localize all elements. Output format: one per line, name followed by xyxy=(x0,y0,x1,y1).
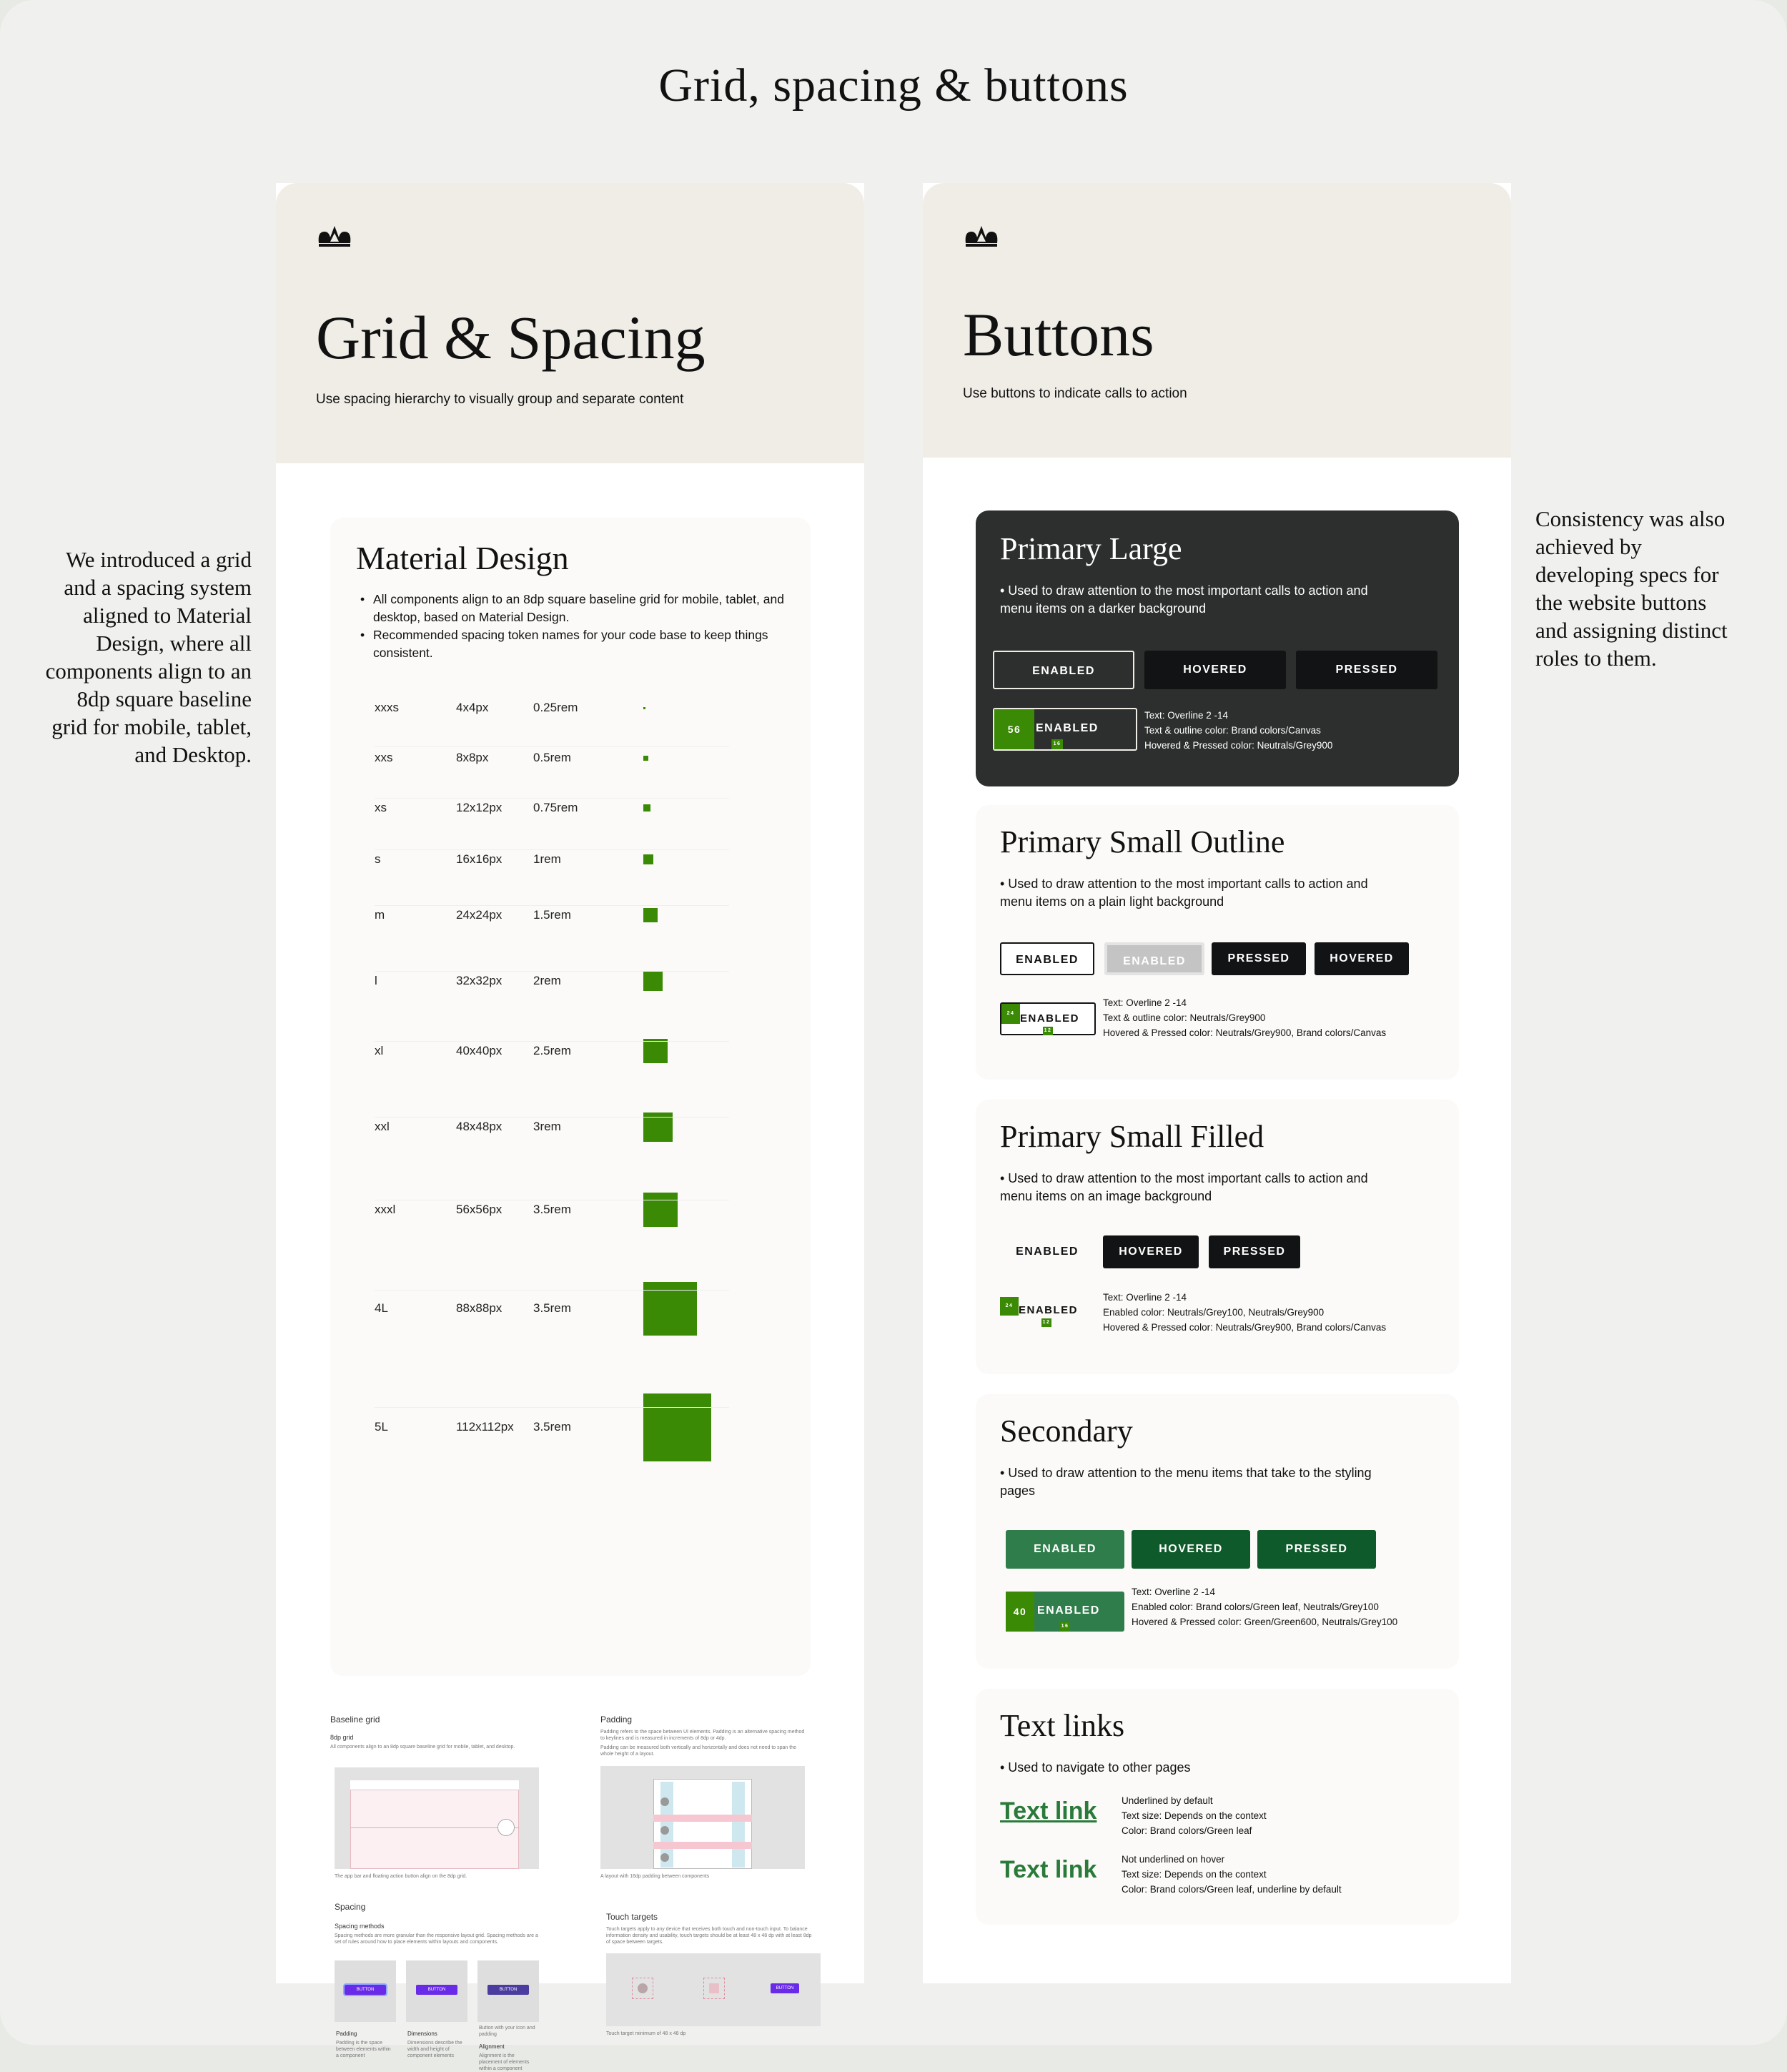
pressed-button[interactable]: PRESSED xyxy=(1257,1530,1376,1569)
pressed-button[interactable]: PRESSED xyxy=(1296,651,1437,689)
spacing-swatch xyxy=(643,1039,668,1063)
enabled-disabled-button[interactable]: ENABLED xyxy=(1104,942,1204,975)
padding-tag-small: 16 xyxy=(1060,1622,1070,1632)
card-desc: • Used to draw attention to the most important calls to action and menu items on a darker background xyxy=(1000,583,1368,616)
spec-label: ENABLED xyxy=(1036,722,1099,734)
token-size: 40x40px xyxy=(456,1044,503,1057)
card-desc: • Used to draw attention to the most important calls to action and menu items on an image background xyxy=(1000,1171,1368,1203)
pressed-button[interactable]: PRESSED xyxy=(1209,1235,1300,1268)
spec-label: ENABLED xyxy=(1020,1012,1080,1025)
panel-header xyxy=(276,183,864,463)
token-size: 32x32px xyxy=(456,974,503,987)
spec-text: Not underlined on hover Text size: Depends on the context Color: Brand colors/Green leaf, underline by default xyxy=(1122,1854,1342,1895)
ref-subtitle: Spacing methods xyxy=(335,1923,385,1930)
baseline-grid-image xyxy=(335,1767,539,1869)
left-note: We introduced a grid and a spacing system aligned to Material Design, where all components align to an 8dp square baseline grid for mobile, tablet, and Desktop. xyxy=(45,547,252,767)
spec-button xyxy=(993,708,1137,751)
touch-targets-image xyxy=(606,1953,821,2026)
padding-image xyxy=(600,1766,805,1869)
text-link-underlined[interactable]: Text link xyxy=(1000,1797,1097,1825)
enabled-button[interactable]: ENABLED xyxy=(1000,942,1094,975)
enabled-button[interactable]: ENABLED xyxy=(1016,1245,1079,1258)
token-rem: 1.5rem xyxy=(533,908,571,922)
spec-text: Text: Overline 2 -14 Enabled color: Brand colors/Green leaf, Neutrals/Grey100 Hovered & Pressed color: Green/Green600, Neutrals/Grey100 xyxy=(1132,1587,1398,1627)
spacing-label: Padding Padding is the space between elements within a component xyxy=(336,2031,391,2058)
token-name: xxxs xyxy=(375,701,399,714)
crown-logo-icon xyxy=(963,222,1000,250)
row-divider xyxy=(375,1041,729,1042)
row-divider xyxy=(375,849,729,850)
material-bullets xyxy=(359,591,788,662)
token-rem: 0.75rem xyxy=(533,801,578,814)
spec-button xyxy=(1006,1592,1124,1632)
spacing-label: Dimensions Dimensions describe the width and height of component elements xyxy=(407,2031,462,2058)
ref-subtitle: 8dp grid xyxy=(330,1734,354,1741)
hovered-button[interactable]: HOVERED xyxy=(1103,1235,1199,1268)
baseline-grid-ref xyxy=(330,1715,538,1750)
panel-header xyxy=(923,183,1511,458)
card-title: Primary Large xyxy=(1000,531,1182,566)
token-name: xs xyxy=(375,801,387,814)
ref-title: Spacing xyxy=(335,1902,366,1912)
token-size: 4x4px xyxy=(456,701,489,714)
hovered-button[interactable]: HOVERED xyxy=(1132,1530,1250,1569)
ref-title: Touch targets xyxy=(606,1912,658,1922)
ref-caption: The app bar and floating action button align on the 8dp grid. xyxy=(335,1874,467,1879)
padding-tag: 56 xyxy=(994,709,1034,749)
ref-text: Touch targets apply to any device that receives both touch and non-touch input. To balance information density and usability, touch targets should be at least 48 x 48 dp with at least 8dp of space between targets. xyxy=(606,1927,812,1945)
padding-tag-small: 12 xyxy=(1041,1318,1051,1327)
row-divider xyxy=(375,905,729,906)
panel-subtitle: Use spacing hierarchy to visually group and separate content xyxy=(316,392,684,407)
spacing-label: Button with your icon and padding Alignment Alignment is the placement of elements within a component xyxy=(479,2026,535,2071)
token-name: m xyxy=(375,908,385,922)
pressed-button[interactable]: PRESSED xyxy=(1212,942,1306,975)
card-title: Text links xyxy=(1000,1708,1125,1743)
text-links-card xyxy=(976,1689,1459,1925)
spacing-swatch xyxy=(643,707,645,709)
token-name: xxxl xyxy=(375,1203,396,1216)
token-name: s xyxy=(375,852,381,866)
page-title: Grid, spacing & buttons xyxy=(658,59,1129,112)
button-sample: BUTTON xyxy=(345,1985,386,1995)
spec-text: Underlined by default Text size: Depends on the context Color: Brand colors/Green leaf xyxy=(1122,1795,1267,1836)
grid-spacing-panel xyxy=(276,183,864,2071)
token-size: 8x8px xyxy=(456,751,489,764)
spec-button xyxy=(1000,1297,1096,1330)
token-rem: 3rem xyxy=(533,1120,561,1133)
padding-tag-small: 16 xyxy=(1051,739,1063,749)
row-divider xyxy=(375,971,729,972)
ref-title: Baseline grid xyxy=(330,1715,380,1725)
token-name: xl xyxy=(375,1044,384,1057)
spacing-ref xyxy=(335,1902,542,1945)
ref-text: Padding refers to the space between UI elements. Padding is an alternative spacing method to keylines and is measured in increments of 8dp or 4dp. xyxy=(600,1730,805,1741)
spacing-swatch xyxy=(643,972,663,991)
bullet: • All components align to an 8dp square baseline grid for mobile, tablet, and desktop, based on Material Design. xyxy=(359,591,788,626)
row-divider xyxy=(375,746,729,747)
material-design-card xyxy=(330,518,811,1676)
padding-ref xyxy=(600,1715,808,1757)
token-rem: 0.5rem xyxy=(533,751,571,764)
padding-tag: 24 xyxy=(1001,1004,1020,1024)
crown-logo-icon xyxy=(316,222,353,250)
row-divider xyxy=(375,798,729,799)
ref-text: All components align to an 8dp square baseline grid for mobile, tablet, and desktop. xyxy=(330,1745,515,1750)
token-size: 112x112px xyxy=(456,1420,514,1434)
hovered-button[interactable]: HOVERED xyxy=(1315,942,1409,975)
spec-text: Text: Overline 2 -14 Text & outline color: Brand colors/Canvas Hovered & Pressed color: Neutrals/Grey900 xyxy=(1144,710,1333,751)
token-size: 24x24px xyxy=(456,908,503,922)
ref-caption: Touch target minimum of 48 x 48 dp xyxy=(606,2031,686,2036)
spacing-alignment-image xyxy=(477,1960,539,2022)
card-desc: • Used to navigate to other pages xyxy=(1000,1760,1191,1775)
card-desc: • Used to draw attention to the most important calls to action and menu items on a plain light background xyxy=(1000,877,1368,909)
panel-title: Grid & Spacing xyxy=(316,303,706,372)
panel-subtitle: Use buttons to indicate calls to action xyxy=(963,386,1187,401)
token-size: 48x48px xyxy=(456,1120,503,1133)
row-divider xyxy=(375,1290,729,1291)
spacing-swatch xyxy=(643,756,648,761)
spec-label: ENABLED xyxy=(1037,1604,1100,1617)
button-sample: BUTTON xyxy=(487,1985,529,1995)
right-note: Consistency was also achieved by developing specs for the website buttons and assigning distinct roles to them. xyxy=(1535,506,1728,671)
padding-tag: 40 xyxy=(1006,1592,1034,1632)
ref-title: Padding xyxy=(600,1715,633,1725)
token-size: 16x16px xyxy=(456,852,503,866)
token-rem: 3.5rem xyxy=(533,1420,571,1434)
secondary-card xyxy=(976,1394,1459,1669)
token-size: 88x88px xyxy=(456,1301,503,1315)
token-rem: 0.25rem xyxy=(533,701,578,714)
spacing-swatch xyxy=(643,1193,678,1227)
ref-text: Spacing methods are more granular than the responsive layout grid. Spacing methods are a set of rules around how to place elements within layouts and components. xyxy=(335,1933,538,1945)
enabled-button[interactable]: ENABLED xyxy=(1006,1530,1124,1569)
primary-large-card xyxy=(976,510,1459,786)
material-title: Material Design xyxy=(356,540,569,576)
spec-text: Text: Overline 2 -14 Enabled color: Neutrals/Grey100, Neutrals/Grey900 Hovered & Pressed color: Neutrals/Grey900, Brand colors/Canvas xyxy=(1103,1292,1387,1333)
token-name: xxl xyxy=(375,1120,390,1133)
primary-small-filled-card xyxy=(976,1100,1459,1374)
token-size: 12x12px xyxy=(456,801,503,814)
hovered-button[interactable]: HOVERED xyxy=(1144,651,1286,689)
card-title: Primary Small Filled xyxy=(1000,1119,1264,1154)
token-name: l xyxy=(375,974,377,987)
primary-small-outline-card xyxy=(976,805,1459,1080)
spacing-swatch xyxy=(643,804,650,811)
spec-button xyxy=(1000,1002,1096,1035)
spec-text: Text: Overline 2 -14 Text & outline color: Neutrals/Grey900 Hovered & Pressed color: Neutrals/Grey900, Brand colors/Canvas xyxy=(1103,997,1387,1038)
token-rem: 2.5rem xyxy=(533,1044,571,1057)
bullet: • Recommended spacing token names for your code base to keep things consistent. xyxy=(359,626,788,662)
token-size: 56x56px xyxy=(456,1203,503,1216)
spacing-padding-image xyxy=(335,1960,396,2022)
token-rem: 3.5rem xyxy=(533,1301,571,1315)
buttons-panel xyxy=(923,183,1511,1983)
token-rem: 3.5rem xyxy=(533,1203,571,1216)
spacing-dimensions-image xyxy=(406,1960,467,2022)
ref-text: Padding can be measured both vertically and horizontally and does not need to span the whole height of a layout. xyxy=(600,1745,796,1757)
card-desc: • Used to draw attention to the menu items that take to the styling pages xyxy=(1000,1466,1372,1498)
padding-tag: 24 xyxy=(1000,1297,1019,1316)
touch-targets-ref xyxy=(606,1912,813,1945)
ref-caption: A layout with 16dp padding between components xyxy=(600,1874,710,1879)
button-sample: BUTTON xyxy=(416,1985,457,1995)
token-name: xxs xyxy=(375,751,393,764)
token-rem: 2rem xyxy=(533,974,561,987)
button-sample: BUTTON xyxy=(771,1983,799,1993)
row-divider xyxy=(375,1117,729,1118)
spacing-swatch xyxy=(643,908,658,922)
token-name: 5L xyxy=(375,1420,388,1434)
padding-tag-small: 12 xyxy=(1043,1027,1053,1035)
panel-title: Buttons xyxy=(963,300,1154,369)
spec-label: ENABLED xyxy=(1019,1304,1079,1316)
token-rem: 1rem xyxy=(533,852,561,866)
card-title: Secondary xyxy=(1000,1414,1133,1449)
spacing-swatch xyxy=(643,1393,711,1461)
text-link-hover[interactable]: Text link xyxy=(1000,1856,1097,1883)
spacing-swatch xyxy=(643,854,653,864)
row-divider xyxy=(375,1407,729,1408)
enabled-button[interactable]: ENABLED xyxy=(993,651,1134,689)
token-name: 4L xyxy=(375,1301,388,1315)
card-title: Primary Small Outline xyxy=(1000,824,1285,859)
